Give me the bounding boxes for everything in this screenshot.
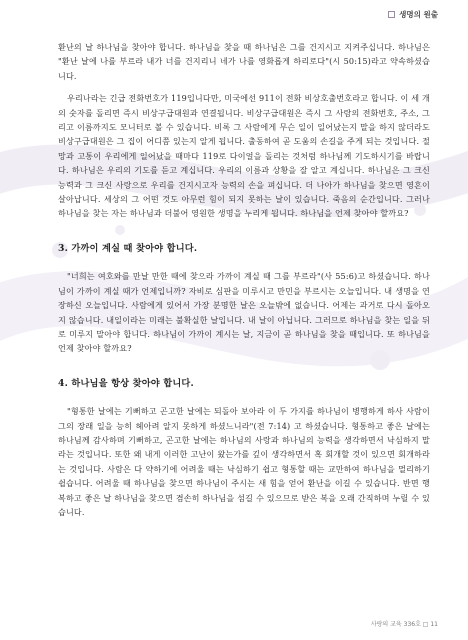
- page-header: [0, 0, 468, 20]
- page-footer: 사랑의 교육 336호 □ 11: [370, 621, 438, 628]
- section-title: 생명의 원출: [399, 10, 438, 19]
- square-bullet-icon: [388, 11, 395, 18]
- paragraph-1: 환난의 날 하나님을 찾아야 합니다. 하나님을 찾을 때 하나님은 그를 건지시고 지켜주십니다. 하나님은 "환난 날에 나를 부르라 내가 너를 건지리니 네가 나를 영화롭게 하리로다"(시 50:15)라고 약속하셨습니다.: [58, 42, 430, 81]
- section-heading-4: 4. 하나님을 항상 찾아야 합니다.: [58, 377, 194, 389]
- paragraph-2: 우리나라는 긴급 전화번호가 119입니다만, 미국에선 911이 전화 비상호출번호라고 합니다. 이 세 개의 숫자를 돌리면 즉시 비상구급대원과 연결됩니다. 비상구급대원은 즉시 그 사람의 전화번호, 주소, 그리고 이름까지도 모니터로 볼 수 있습니다. 비록 그 사람에게 무슨 일이 일어났는지 말을 하지 않더라도 비상구급대원은 그 집이 어디쯤 있는지 알게 됩니다. 출동하여 곧 도움의 손길을 주게 되는 것입니다. 절망과 고통이 우리에게 일어났을 때마다 119로 다이얼을 돌리는 것처럼 하나님께 기도하시기를 바랍니다. 하나님은 우리의 기도를 듣고 계십니다. 우리의 이름과 상황을 잘 알고 계십니다. 하나님은 그 크신 능력과 그 크신 사랑으로 우리를 건지시고자 능력의 손을 펴십니다. 더 나아가 하나님을 찾으면 영혼이 살아납니다. 세상의 그 어떤 것도 아무런 힘이 되지 못하는 날이 있습니다. 죽음의 순간입니다. 그러나 하나님을 찾는 자는 하나님과 더불어 영원한 생명을 누리게 됩니다. 하나님을 언제 찾아야 할까요?: [58, 93, 430, 219]
- section-label: [388, 9, 438, 20]
- paragraph-3: "너희는 여호와를 만날 만한 때에 찾으라 가까이 계실 때 그를 부르라"(사 55:6)고 하셨습니다. 하나님이 가까이 계실 때가 언제입니까? 자비로 심판을 미루시고 만민을 부르시는 오늘입니다. 내 생명을 연장하신 오늘입니다. 사람에게 있어서 가장 분명한 날은 오늘밖에 없습니다. 어제는 과거로 다시 돌아오지 않습니다. 내일이라는 미래는 불확실한 날입니다. 내 날이 아닙니다. 그러므로 하나님을 찾는 일을 뒤로 미루지 말아야 합니다. 하나님이 가까이 계시는 날, 지금이 곧 하나님을 찾을 때입니다. 또 하나님을 언제 찾아야 할까요?: [58, 271, 430, 354]
- article-body: [58, 40, 430, 519]
- section-heading-3: 3. 가까이 계실 때 찾아야 합니다.: [58, 242, 198, 254]
- paragraph-4: "형통한 날에는 기뻐하고 곤고한 날에는 되돌아 보아라 이 두 가지를 하나님이 병행하게 하사 사람이 그의 장래 일을 능히 헤아려 알지 못하게 하셨느니라"(전 7:14) 고 하셨습니다. 형통하고 좋은 날에는 하나님께 감사하며 기뻐하고, 곤고한 날에는 하나님의 사랑과 하나님의 능력을 생각하면서 낙심하지 말라는 것입니다. 또한 왜 내게 이러한 고난이 왔는가를 깊이 생각하면서 혹 회개할 것이 있으면 회개하라는 것입니다. 사람은 다 약하기에 어려울 때는 낙심하기 쉽고 형통할 때는 교만하여 하나님을 멀리하기 쉽습니다. 어려울 때 하나님을 찾으면 하나님이 주시는 새 힘을 얻어 환난을 이길 수 있습니다. 반면 행복하고 좋은 날 하나님을 찾으면 겸손히 하나님을 섬길 수 있으므로 받은 복을 오래 간직하며 누릴 수 있습니다.: [58, 406, 430, 517]
